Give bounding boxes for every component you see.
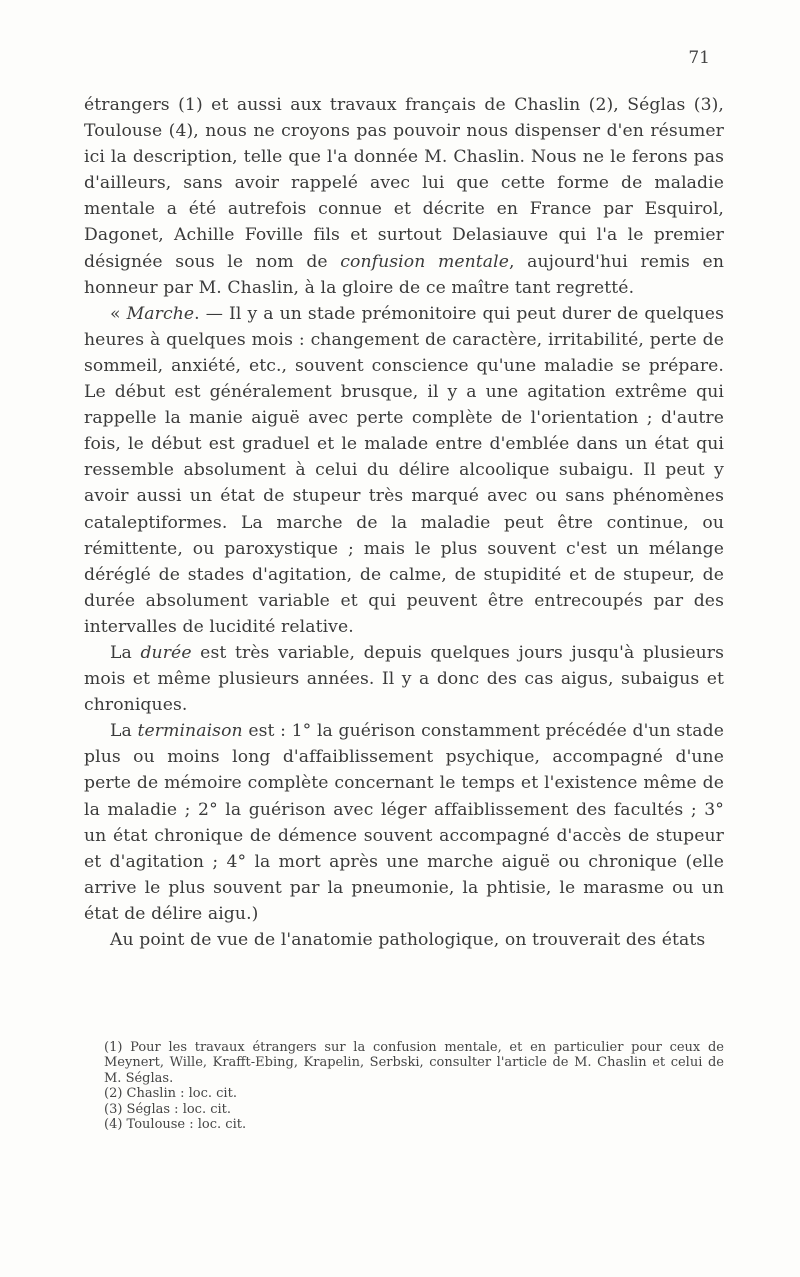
body-text bbox=[84, 92, 724, 953]
paragraph-marche bbox=[84, 301, 724, 640]
paragraph-marche-quote: « bbox=[110, 303, 127, 324]
footnote-4: (4) Toulouse : loc. cit. bbox=[104, 1117, 247, 1133]
footnotes bbox=[104, 1040, 724, 1132]
paragraph-1-italic: confusion mentale bbox=[340, 251, 510, 272]
paragraph-terminaison-heading: terminaison bbox=[137, 721, 243, 742]
paragraph-marche-text: . — Il y a un stade prémonitoire qui peut durer de quelques heures à quelques mois : changement de caractère, irritabilité, perte de sommeil, anxiété, etc., souvent conscience qu'une maladie se prépare. Le début est généralement brusque, il y a une agitation extrême qui rappelle la manie aiguë avec perte complète de l'orientation ; d'autre fois, le début est graduel et le malade entre d'emblée dans un état qui ressemble absolument à celui du délire alcoolique subaigu. Il peut y avoir aussi un état de stupeur très marqué avec ou sans phénomènes cataleptiformes. La marche de la maladie peut être continue, ou rémittente, ou paroxystique ; mais le plus souvent c'est un mélange déréglé de stades d'agitation, de calme, de stupidité et de stupeur, de durée absolument variable et qui peuvent être entrecoupés par des intervalles de lucidité relative. bbox=[84, 303, 724, 637]
page-number: 71 bbox=[688, 48, 710, 68]
paragraph-duree-heading: durée bbox=[140, 642, 192, 663]
paragraph-terminaison-text: est : 1° la guérison constamment précédée d'un stade plus ou moins long d'affaiblissement psychique, accompagné d'une perte de mémoire complète concernant le temps et l'existence même de la maladie ; 2° la guérison avec léger affaiblissement des facultés ; 3° un état chronique de démence souvent accompagné d'accès de stupeur et d'agitation ; 4° la mort après une marche aiguë ou chronique (elle arrive le plus souvent par la pneumonie, la phtisie, le marasme ou un état de délire aigu.) bbox=[84, 721, 724, 924]
paragraph-terminaison-start: La bbox=[110, 721, 138, 742]
footnote-3: (3) Séglas : loc. cit. bbox=[104, 1101, 232, 1117]
paragraph-1 bbox=[84, 92, 724, 301]
footnote-2: (2) Chaslin : loc. cit. bbox=[104, 1086, 237, 1102]
paragraph-duree bbox=[84, 640, 724, 718]
paragraph-marche-heading: Marche bbox=[126, 303, 195, 324]
paragraph-terminaison bbox=[84, 718, 724, 927]
paragraph-1-text: étrangers (1) et aussi aux travaux français de Chaslin (2), Séglas (3), Toulouse (4), nous ne croyons pas pouvoir nous dispenser d'en résumer ici la description, telle que l'a donnée M. Chaslin. Nous ne le ferons pas d'ailleurs, sans avoir rappelé avec lui que cette forme de maladie mentale a été autrefois connue et décrite en France par Esquirol, Dagonet, Achille Foville fils et surtout Delasiauve qui l'a le premier désignée sous le nom de bbox=[84, 95, 724, 272]
paragraph-anatomie: Au point de vue de l'anatomie pathologique, on trouverait des états bbox=[110, 930, 706, 950]
paragraph-duree-text: est très variable, depuis quelques jours jusqu'à plusieurs mois et même plusieurs années. Il y a donc des cas aigus, subaigus et chroniques. bbox=[84, 642, 724, 716]
paragraph-1-end: , aujourd'hui remis en honneur par M. Chaslin, à la gloire de ce maître tant regretté. bbox=[84, 251, 724, 298]
footnote-1: (1) Pour les travaux étrangers sur la confusion mentale, et en particulier pour ceux de Meynert, Wille, Krafft-Ebing, Krapelin, Serbski, consulter l'article de M. Chaslin et celui de M. Séglas. bbox=[104, 1040, 724, 1086]
paragraph-duree-start: La bbox=[110, 642, 141, 663]
